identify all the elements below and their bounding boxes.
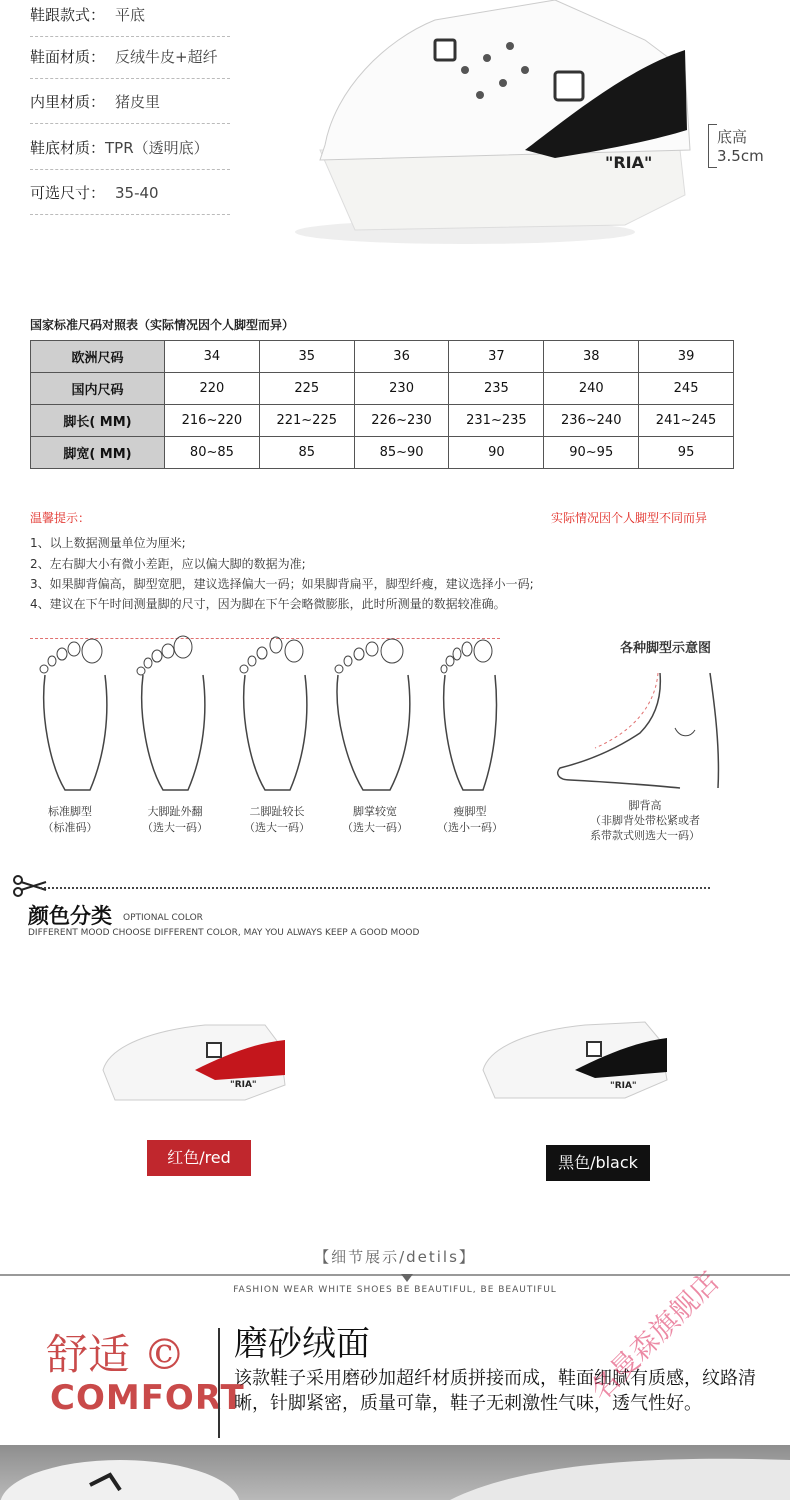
foot-caption: [227, 804, 327, 836]
foot-caption: [420, 804, 520, 836]
down-arrow-icon: [401, 1274, 413, 1282]
color-section-subtitle: OPTIONAL COLOR: [123, 913, 203, 923]
comfort-cn-label: 舒适 ©: [46, 1330, 186, 1379]
side-caption-line: 脚背高: [628, 799, 662, 812]
foot-long-second-toe-icon: [230, 635, 320, 795]
foot-advice: （选大一码）: [342, 821, 408, 834]
table-cell: 221~225: [259, 405, 354, 437]
table-row: [31, 373, 734, 405]
comfort-divider: [218, 1328, 220, 1438]
foot-side-title: 各种脚型示意图: [620, 641, 712, 656]
spec-label: 鞋底材质：: [30, 139, 106, 157]
spec-label: 鞋跟款式：: [30, 6, 106, 24]
table-cell: 225: [259, 373, 354, 405]
table-row: [31, 341, 734, 373]
table-cell: 80~85: [165, 437, 260, 469]
table-cell: 241~245: [639, 405, 734, 437]
foot-advice: （选小一码）: [437, 821, 503, 834]
spec-row: [30, 87, 230, 124]
table-cell: 36: [354, 341, 449, 373]
table-cell: 240: [544, 373, 639, 405]
table-cell: 85~90: [354, 437, 449, 469]
table-cell: 226~230: [354, 405, 449, 437]
table-cell: 39: [639, 341, 734, 373]
side-caption-line: 系带款式则选大一码）: [590, 829, 700, 842]
foot-caption: [20, 804, 120, 836]
table-cell: 38: [544, 341, 639, 373]
size-table-title: 国家标准尺码对照表（实际情况因个人脚型而异）: [30, 318, 295, 332]
store-watermark: 名曼森旗舰店: [583, 1264, 726, 1407]
table-cell: 90: [449, 437, 544, 469]
foot-advice: （选大一码）: [244, 821, 310, 834]
table-cell: 230: [354, 373, 449, 405]
table-cell: 220: [165, 373, 260, 405]
foot-name: 标准脚型: [48, 805, 92, 818]
foot-advice: （选大一码）: [142, 821, 208, 834]
black-shoe-image: [475, 1010, 675, 1105]
feature-description: 该款鞋子采用磨砂加超纤材质拼接而成，鞋面细腻有质感，纹路清晰，针脚紧密，质量可靠，鞋子无刺激性气味，透气性好。: [234, 1368, 756, 1414]
sole-height-label: 底高: [717, 128, 748, 146]
foot-caption: [325, 804, 425, 836]
table-cell: 85: [259, 437, 354, 469]
table-cell: 216~220: [165, 405, 260, 437]
table-cell: 90~95: [544, 437, 639, 469]
table-cell: 245: [639, 373, 734, 405]
row-header: 国内尺码: [31, 373, 165, 405]
tips-heading: 温馨提示：: [30, 511, 91, 525]
foot-name: 瘦脚型: [453, 805, 487, 818]
detail-photo-graphic: [0, 1445, 790, 1500]
detail-divider: [0, 1274, 790, 1276]
side-caption-line: （非脚背处带松紧或者: [590, 814, 700, 827]
row-header: 脚宽( MM): [31, 437, 165, 469]
table-row: [31, 437, 734, 469]
spec-label: 内里材质：: [30, 93, 106, 111]
shoe-logo-text: "RIA": [230, 1080, 257, 1090]
foot-side-view-icon: [550, 668, 730, 793]
spec-value: 猪皮里: [115, 93, 161, 111]
sole-height-bracket: [708, 124, 717, 168]
section-divider: [40, 887, 710, 889]
foot-side-caption: [575, 798, 715, 843]
foot-advice: （标准码）: [42, 821, 98, 834]
color-option-red[interactable]: 红色/red: [147, 1140, 251, 1176]
spec-value: 平底: [115, 6, 146, 24]
shoe-logo-text: "RIA": [605, 153, 653, 172]
detail-section-subtitle: FASHION WEAR WHITE SHOES BE BEAUTIFUL, BE BEAUTIFUL: [233, 1285, 557, 1295]
foot-standard-icon: [30, 635, 120, 795]
color-section-desc: DIFFERENT MOOD CHOOSE DIFFERENT COLOR, MAY YOU ALWAYS KEEP A GOOD MOOD: [28, 928, 420, 938]
tips-right-note: 实际情况因个人脚型不同而异: [551, 511, 708, 525]
spec-row: [30, 178, 230, 215]
tip-line: 3、如果脚背偏高，脚型宽肥，建议选择偏大一码；如果脚背扁平，脚型纤瘦，建议选择小一码;: [30, 577, 534, 591]
spec-label: 鞋面材质：: [30, 48, 106, 66]
feature-title: 磨砂绒面: [234, 1324, 370, 1364]
spec-label: 可选尺寸：: [30, 184, 106, 202]
table-cell: 95: [639, 437, 734, 469]
table-cell: 34: [165, 341, 260, 373]
detail-photo: [0, 1445, 790, 1500]
foot-name: 大脚趾外翻: [147, 805, 203, 818]
sole-height-value: 3.5cm: [717, 147, 764, 165]
detail-section-title: 【细节展示/detils】: [314, 1248, 476, 1266]
spec-row: [30, 0, 230, 37]
foot-bunion-icon: [128, 635, 218, 795]
table-cell: 235: [449, 373, 544, 405]
comfort-en-label: COMFORT: [50, 1378, 245, 1418]
spec-value: 反绒牛皮+超纤: [115, 48, 218, 66]
tip-line: 2、左右脚大小有微小差距，应以偏大脚的数据为准;: [30, 557, 306, 571]
foot-name: 脚掌较宽: [353, 805, 397, 818]
color-section-title: 颜色分类: [28, 904, 112, 928]
shoe-hero-image: [225, 0, 705, 250]
red-shoe-image: [95, 1015, 295, 1110]
shoe-logo-text: "RIA": [610, 1081, 637, 1091]
foot-slim-icon: [425, 635, 515, 795]
tip-line: 1、以上数据测量单位为厘米;: [30, 536, 186, 550]
table-cell: 37: [449, 341, 544, 373]
tip-line: 4、建议在下午时间测量脚的尺寸，因为脚在下午会略微膨胀，此时所测量的数据较准确。: [30, 597, 506, 611]
spec-row: [30, 133, 230, 170]
table-row: [31, 405, 734, 437]
color-option-black[interactable]: 黑色/black: [546, 1145, 650, 1181]
row-header: 脚长( MM): [31, 405, 165, 437]
row-header: 欧洲尺码: [31, 341, 165, 373]
spec-row: [30, 42, 230, 79]
table-cell: 236~240: [544, 405, 639, 437]
size-table: [30, 340, 734, 469]
foot-name: 二脚趾较长: [249, 805, 305, 818]
spec-value: 35-40: [115, 184, 159, 202]
sole-height-note: [717, 128, 764, 166]
table-cell: 231~235: [449, 405, 544, 437]
foot-caption: [125, 804, 225, 836]
foot-wide-icon: [328, 635, 418, 795]
spec-value: TPR（透明底）: [105, 139, 209, 157]
scissors-icon: [12, 874, 48, 898]
table-cell: 35: [259, 341, 354, 373]
